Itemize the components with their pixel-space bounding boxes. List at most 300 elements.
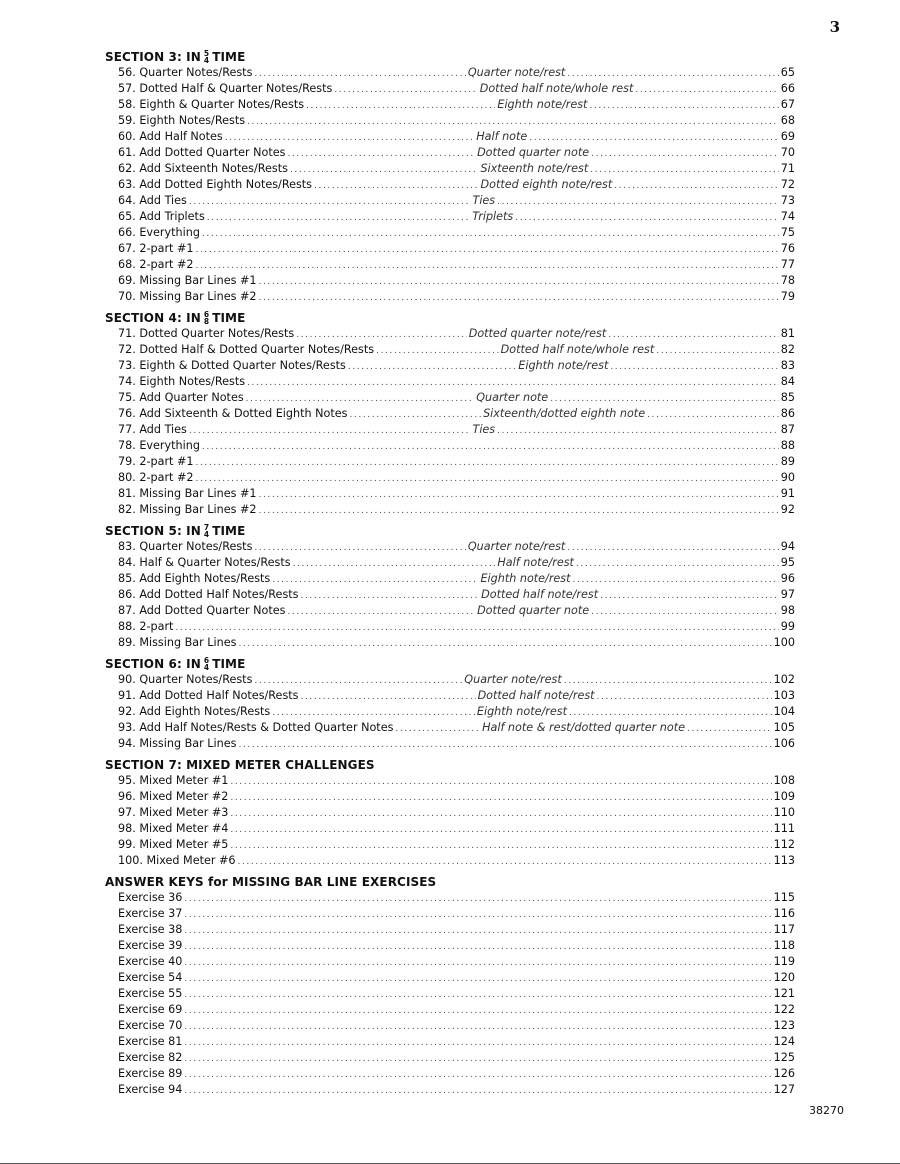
entry-description: Dotted quarter note [477, 146, 590, 159]
toc-entry [118, 636, 795, 652]
entry-title: 61. Add Dotted Quarter Notes [118, 146, 286, 159]
entry-title: 84. Half & Quarter Notes/Rests [118, 556, 291, 569]
entry-title: 81. Missing Bar Lines #1 [118, 487, 257, 500]
catalog-number: 38270 [809, 1104, 844, 1117]
dot-leader [376, 346, 499, 356]
time-signature-top: 6 [203, 656, 210, 665]
toc-entry [118, 194, 795, 210]
toc-entry [118, 987, 795, 1003]
toc-entry [118, 1051, 795, 1067]
entry-description: Dotted half note/rest [481, 588, 599, 601]
dot-leader [293, 559, 496, 569]
entry-page-number: 120 [773, 971, 795, 984]
entry-title: 66. Everything [118, 226, 200, 239]
dot-leader [610, 362, 778, 372]
entry-title: Exercise 69 [118, 1003, 183, 1016]
entry-page-number: 92 [780, 503, 795, 516]
dot-leader [184, 990, 771, 1000]
time-signature-bottom: 4 [203, 56, 210, 65]
dot-leader [184, 1070, 771, 1080]
entry-title: 76. Add Sixteenth & Dotted Eighth Notes [118, 407, 348, 420]
toc-entry [118, 423, 795, 439]
section-heading [105, 655, 795, 673]
dot-leader [254, 69, 465, 79]
dot-leader [635, 85, 778, 95]
entry-title: 92. Add Eighth Notes/Rests [118, 705, 271, 718]
toc-entry [118, 274, 795, 290]
toc-entry [118, 705, 795, 721]
section-heading [105, 309, 795, 327]
dot-leader [259, 506, 779, 516]
entry-title: 58. Eighth & Quarter Notes/Rests [118, 98, 305, 111]
dot-leader [230, 793, 771, 803]
entry-title: 80. 2-part #2 [118, 471, 194, 484]
dot-leader [246, 394, 475, 404]
dot-leader [184, 1022, 771, 1032]
entry-description: Quarter note/rest [467, 66, 566, 79]
dot-leader [189, 197, 471, 207]
dot-leader [225, 133, 474, 143]
entry-page-number: 85 [780, 391, 795, 404]
entry-description: Half note [476, 130, 528, 143]
dot-leader [589, 101, 778, 111]
entry-description: Dotted half note/whole rest [479, 82, 634, 95]
dot-leader [497, 426, 779, 436]
entry-title: 57. Dotted Half & Quarter Notes/Rests [118, 82, 333, 95]
entry-page-number: 91 [780, 487, 795, 500]
toc-entry [118, 130, 795, 146]
toc-entry [118, 838, 795, 854]
dot-leader [564, 676, 772, 686]
entry-page-number: 81 [780, 327, 795, 340]
dot-leader [296, 330, 467, 340]
entry-page-number: 86 [780, 407, 795, 420]
entry-page-number: 122 [773, 1003, 795, 1016]
dot-leader [576, 559, 779, 569]
toc-entry [118, 1003, 795, 1019]
dot-leader [230, 777, 771, 787]
time-signature [204, 657, 209, 671]
dot-leader [573, 575, 779, 585]
toc-entry [118, 939, 795, 955]
entry-title: Exercise 39 [118, 939, 183, 952]
entry-page-number: 109 [773, 790, 795, 803]
entry-description: Sixteenth/dotted eighth note [483, 407, 646, 420]
dot-leader [184, 1054, 771, 1064]
section-heading-text: SECTION 5: IN [105, 524, 201, 538]
entry-page-number: 65 [780, 66, 795, 79]
toc-entry [118, 1035, 795, 1051]
entry-title: Exercise 82 [118, 1051, 183, 1064]
dot-leader [272, 575, 478, 585]
time-signature-top: 7 [203, 523, 210, 532]
toc-entry [118, 923, 795, 939]
entry-page-number: 119 [773, 955, 795, 968]
entry-page-number: 95 [780, 556, 795, 569]
dot-leader [247, 378, 779, 388]
dot-leader [259, 293, 779, 303]
dot-leader [287, 149, 475, 159]
dot-leader [656, 346, 779, 356]
entry-page-number: 127 [773, 1083, 795, 1096]
entry-description: Triplets [472, 210, 514, 223]
entry-description: Ties [472, 194, 496, 207]
entry-title: 90. Quarter Notes/Rests [118, 673, 253, 686]
entry-description: Dotted half note/whole rest [500, 343, 655, 356]
section-heading-text: SECTION 6: IN [105, 657, 201, 671]
time-signature-top: 6 [203, 310, 210, 319]
entry-page-number: 94 [780, 540, 795, 553]
entry-title: 73. Eighth & Dotted Quarter Notes/Rests [118, 359, 346, 372]
entry-description: Half note/rest [497, 556, 574, 569]
dot-leader [254, 676, 462, 686]
toc-entry [118, 226, 795, 242]
toc-section [105, 522, 795, 652]
toc-entry [118, 891, 795, 907]
toc-entry [118, 1083, 795, 1099]
entry-title: 71. Dotted Quarter Notes/Rests [118, 327, 295, 340]
entry-title: 75. Add Quarter Notes [118, 391, 244, 404]
toc-entry [118, 82, 795, 98]
entry-page-number: 113 [773, 854, 795, 867]
toc-entry [118, 210, 795, 226]
entry-title: 100. Mixed Meter #6 [118, 854, 236, 867]
entry-page-number: 98 [780, 604, 795, 617]
entry-description: Quarter note/rest [467, 540, 566, 553]
toc-entry [118, 721, 795, 737]
toc-entry [118, 540, 795, 556]
toc-entry [118, 178, 795, 194]
toc-entry [118, 955, 795, 971]
dot-leader [189, 426, 471, 436]
entry-page-number: 112 [773, 838, 795, 851]
entry-title: 63. Add Dotted Eighth Notes/Rests [118, 178, 313, 191]
dot-leader [567, 543, 778, 553]
dot-leader [567, 69, 778, 79]
toc-entry [118, 588, 795, 604]
entry-title: Exercise 55 [118, 987, 183, 1000]
entry-page-number: 108 [773, 774, 795, 787]
table-of-contents [105, 48, 795, 1102]
toc-entry [118, 359, 795, 375]
toc-entry [118, 114, 795, 130]
entry-title: 94. Missing Bar Lines [118, 737, 237, 750]
toc-entry [118, 620, 795, 636]
entry-title: 70. Missing Bar Lines #2 [118, 290, 257, 303]
entry-page-number: 90 [780, 471, 795, 484]
dot-leader [254, 543, 465, 553]
dot-leader [238, 639, 771, 649]
entry-page-number: 73 [780, 194, 795, 207]
time-signature-bottom: 4 [203, 663, 210, 672]
toc-entry [118, 455, 795, 471]
toc-entry [118, 375, 795, 391]
dot-leader [184, 1006, 771, 1016]
dot-leader [196, 261, 779, 271]
entry-title: 72. Dotted Half & Dotted Quarter Notes/Rests [118, 343, 375, 356]
dot-leader [230, 809, 771, 819]
entry-title: 67. 2-part #1 [118, 242, 194, 255]
toc-entry [118, 907, 795, 923]
entry-page-number: 111 [773, 822, 795, 835]
dot-leader [196, 474, 779, 484]
toc-entry [118, 806, 795, 822]
entry-page-number: 100 [773, 636, 795, 649]
entry-page-number: 75 [780, 226, 795, 239]
dot-leader [529, 133, 778, 143]
entry-title: 56. Quarter Notes/Rests [118, 66, 253, 79]
dot-leader [184, 942, 771, 952]
section-heading-suffix: TIME [212, 524, 246, 538]
entry-description: Quarter note [476, 391, 549, 404]
entry-page-number: 74 [780, 210, 795, 223]
entry-description: Eighth note/rest [480, 572, 571, 585]
entry-title: 68. 2-part #2 [118, 258, 194, 271]
entry-page-number: 102 [773, 673, 795, 686]
toc-entry [118, 407, 795, 423]
entry-title: 82. Missing Bar Lines #2 [118, 503, 257, 516]
dot-leader [238, 857, 772, 867]
entry-title: 87. Add Dotted Quarter Notes [118, 604, 286, 617]
entry-page-number: 76 [780, 242, 795, 255]
entry-title: 78. Everything [118, 439, 200, 452]
entry-title: 62. Add Sixteenth Notes/Rests [118, 162, 288, 175]
entry-title: 89. Missing Bar Lines [118, 636, 237, 649]
dot-leader [349, 410, 481, 420]
entry-page-number: 125 [773, 1051, 795, 1064]
entry-title: 79. 2-part #1 [118, 455, 194, 468]
dot-leader [608, 330, 779, 340]
section-heading [105, 756, 795, 774]
entry-page-number: 69 [780, 130, 795, 143]
entry-title: 86. Add Dotted Half Notes/Rests [118, 588, 299, 601]
dot-leader [348, 362, 516, 372]
dot-leader [184, 926, 771, 936]
section-heading-suffix: TIME [212, 657, 246, 671]
entry-title: 97. Mixed Meter #3 [118, 806, 229, 819]
dot-leader [202, 229, 779, 239]
entry-page-number: 72 [780, 178, 795, 191]
entry-page-number: 117 [773, 923, 795, 936]
toc-entry [118, 556, 795, 572]
entry-title: 60. Add Half Notes [118, 130, 223, 143]
entry-page-number: 87 [780, 423, 795, 436]
dot-leader [196, 245, 779, 255]
entry-title: 83. Quarter Notes/Rests [118, 540, 253, 553]
section-heading [105, 522, 795, 540]
dot-leader [334, 85, 477, 95]
entry-title: Exercise 38 [118, 923, 183, 936]
entry-page-number: 78 [780, 274, 795, 287]
entry-title: 95. Mixed Meter #1 [118, 774, 229, 787]
time-signature-bottom: 8 [203, 317, 210, 326]
dot-leader [687, 724, 772, 734]
entry-title: 91. Add Dotted Half Notes/Rests [118, 689, 299, 702]
entry-title: 85. Add Eighth Notes/Rests [118, 572, 271, 585]
entry-title: Exercise 70 [118, 1019, 183, 1032]
entry-title: 77. Add Ties [118, 423, 187, 436]
dot-leader [184, 1086, 771, 1096]
entry-page-number: 126 [773, 1067, 795, 1080]
entry-page-number: 121 [773, 987, 795, 1000]
entry-description: Half note & rest/dotted quarter note [482, 721, 685, 734]
time-signature [204, 50, 209, 64]
entry-page-number: 82 [780, 343, 795, 356]
entry-title: Exercise 89 [118, 1067, 183, 1080]
entry-page-number: 83 [780, 359, 795, 372]
section-heading [105, 873, 795, 891]
dot-leader [591, 149, 779, 159]
dot-leader [207, 213, 470, 223]
toc-entry [118, 673, 795, 689]
entry-title: Exercise 94 [118, 1083, 183, 1096]
dot-leader [395, 724, 480, 734]
section-heading-text: SECTION 7: MIXED METER CHALLENGES [105, 758, 375, 772]
dot-leader [230, 841, 771, 851]
dot-leader [290, 165, 479, 175]
dot-leader [614, 181, 779, 191]
entry-description: Dotted eighth note/rest [480, 178, 613, 191]
toc-entry [118, 971, 795, 987]
entry-title: 98. Mixed Meter #4 [118, 822, 229, 835]
toc-entry [118, 66, 795, 82]
entry-description: Eighth note/rest [518, 359, 609, 372]
entry-page-number: 66 [780, 82, 795, 95]
page-number: 3 [829, 18, 840, 36]
dot-leader [184, 894, 771, 904]
entry-description: Dotted quarter note [477, 604, 590, 617]
entry-page-number: 89 [780, 455, 795, 468]
dot-leader [196, 458, 779, 468]
toc-entry [118, 737, 795, 753]
toc-entry [118, 854, 795, 870]
section-heading-text: ANSWER KEYS for MISSING BAR LINE EXERCISES [105, 875, 437, 889]
entry-page-number: 124 [773, 1035, 795, 1048]
time-signature-top: 5 [203, 49, 210, 58]
toc-entry [118, 487, 795, 503]
toc-section [105, 655, 795, 753]
entry-title: Exercise 54 [118, 971, 183, 984]
toc-entry [118, 790, 795, 806]
entry-page-number: 115 [773, 891, 795, 904]
dot-leader [259, 490, 779, 500]
toc-entry [118, 774, 795, 790]
dot-leader [287, 607, 475, 617]
toc-entry [118, 146, 795, 162]
entry-page-number: 118 [773, 939, 795, 952]
entry-page-number: 68 [780, 114, 795, 127]
entry-title: Exercise 81 [118, 1035, 183, 1048]
entry-page-number: 104 [773, 705, 795, 718]
toc-entry [118, 604, 795, 620]
entry-page-number: 99 [780, 620, 795, 633]
entry-description: Sixteenth note/rest [480, 162, 589, 175]
dot-leader [175, 623, 778, 633]
section-heading-text: SECTION 4: IN [105, 311, 201, 325]
entry-description: Dotted half note/rest [477, 689, 595, 702]
dot-leader [301, 692, 476, 702]
section-heading-text: SECTION 3: IN [105, 50, 201, 64]
dot-leader [184, 958, 771, 968]
entry-title: Exercise 40 [118, 955, 183, 968]
section-heading-suffix: TIME [212, 311, 246, 325]
toc-entry [118, 503, 795, 519]
toc-entry [118, 290, 795, 306]
entry-page-number: 70 [780, 146, 795, 159]
entry-description: Ties [472, 423, 496, 436]
dot-leader [591, 607, 779, 617]
dot-leader [259, 277, 779, 287]
toc-entry [118, 327, 795, 343]
section-heading-suffix: TIME [212, 50, 246, 64]
dot-leader [550, 394, 779, 404]
toc-section [105, 873, 795, 1099]
toc-entry [118, 98, 795, 114]
toc-section [105, 309, 795, 519]
entry-title: 93. Add Half Notes/Rests & Dotted Quarter Notes [118, 721, 394, 734]
entry-page-number: 123 [773, 1019, 795, 1032]
entry-page-number: 106 [773, 737, 795, 750]
dot-leader [515, 213, 778, 223]
entry-title: 74. Eighth Notes/Rests [118, 375, 246, 388]
time-signature-bottom: 4 [203, 530, 210, 539]
toc-entry [118, 343, 795, 359]
toc-section [105, 756, 795, 870]
toc-entry [118, 162, 795, 178]
entry-page-number: 79 [780, 290, 795, 303]
entry-title: Exercise 36 [118, 891, 183, 904]
dot-leader [301, 591, 480, 601]
toc-entry [118, 572, 795, 588]
dot-leader [230, 825, 771, 835]
dot-leader [647, 410, 779, 420]
dot-leader [184, 1038, 771, 1048]
toc-entry [118, 439, 795, 455]
entry-title: 64. Add Ties [118, 194, 187, 207]
entry-description: Eighth note/rest [476, 705, 567, 718]
dot-leader [314, 181, 479, 191]
section-heading [105, 48, 795, 66]
toc-entry [118, 1019, 795, 1035]
entry-page-number: 116 [773, 907, 795, 920]
entry-title: 88. 2-part [118, 620, 174, 633]
entry-title: 99. Mixed Meter #5 [118, 838, 229, 851]
entry-title: 59. Eighth Notes/Rests [118, 114, 246, 127]
dot-leader [202, 442, 779, 452]
dot-leader [238, 740, 771, 750]
entry-page-number: 71 [780, 162, 795, 175]
entry-page-number: 84 [780, 375, 795, 388]
entry-description: Eighth note/rest [497, 98, 588, 111]
dot-leader [247, 117, 779, 127]
entry-page-number: 88 [780, 439, 795, 452]
time-signature [204, 311, 209, 325]
entry-page-number: 96 [780, 572, 795, 585]
entry-title: 69. Missing Bar Lines #1 [118, 274, 257, 287]
entry-page-number: 110 [773, 806, 795, 819]
dot-leader [184, 910, 771, 920]
dot-leader [569, 708, 772, 718]
toc-entry [118, 689, 795, 705]
entry-page-number: 77 [780, 258, 795, 271]
dot-leader [306, 101, 495, 111]
dot-leader [272, 708, 475, 718]
dot-leader [497, 197, 779, 207]
toc-entry [118, 258, 795, 274]
time-signature [204, 524, 209, 538]
toc-section [105, 48, 795, 306]
toc-entry [118, 822, 795, 838]
